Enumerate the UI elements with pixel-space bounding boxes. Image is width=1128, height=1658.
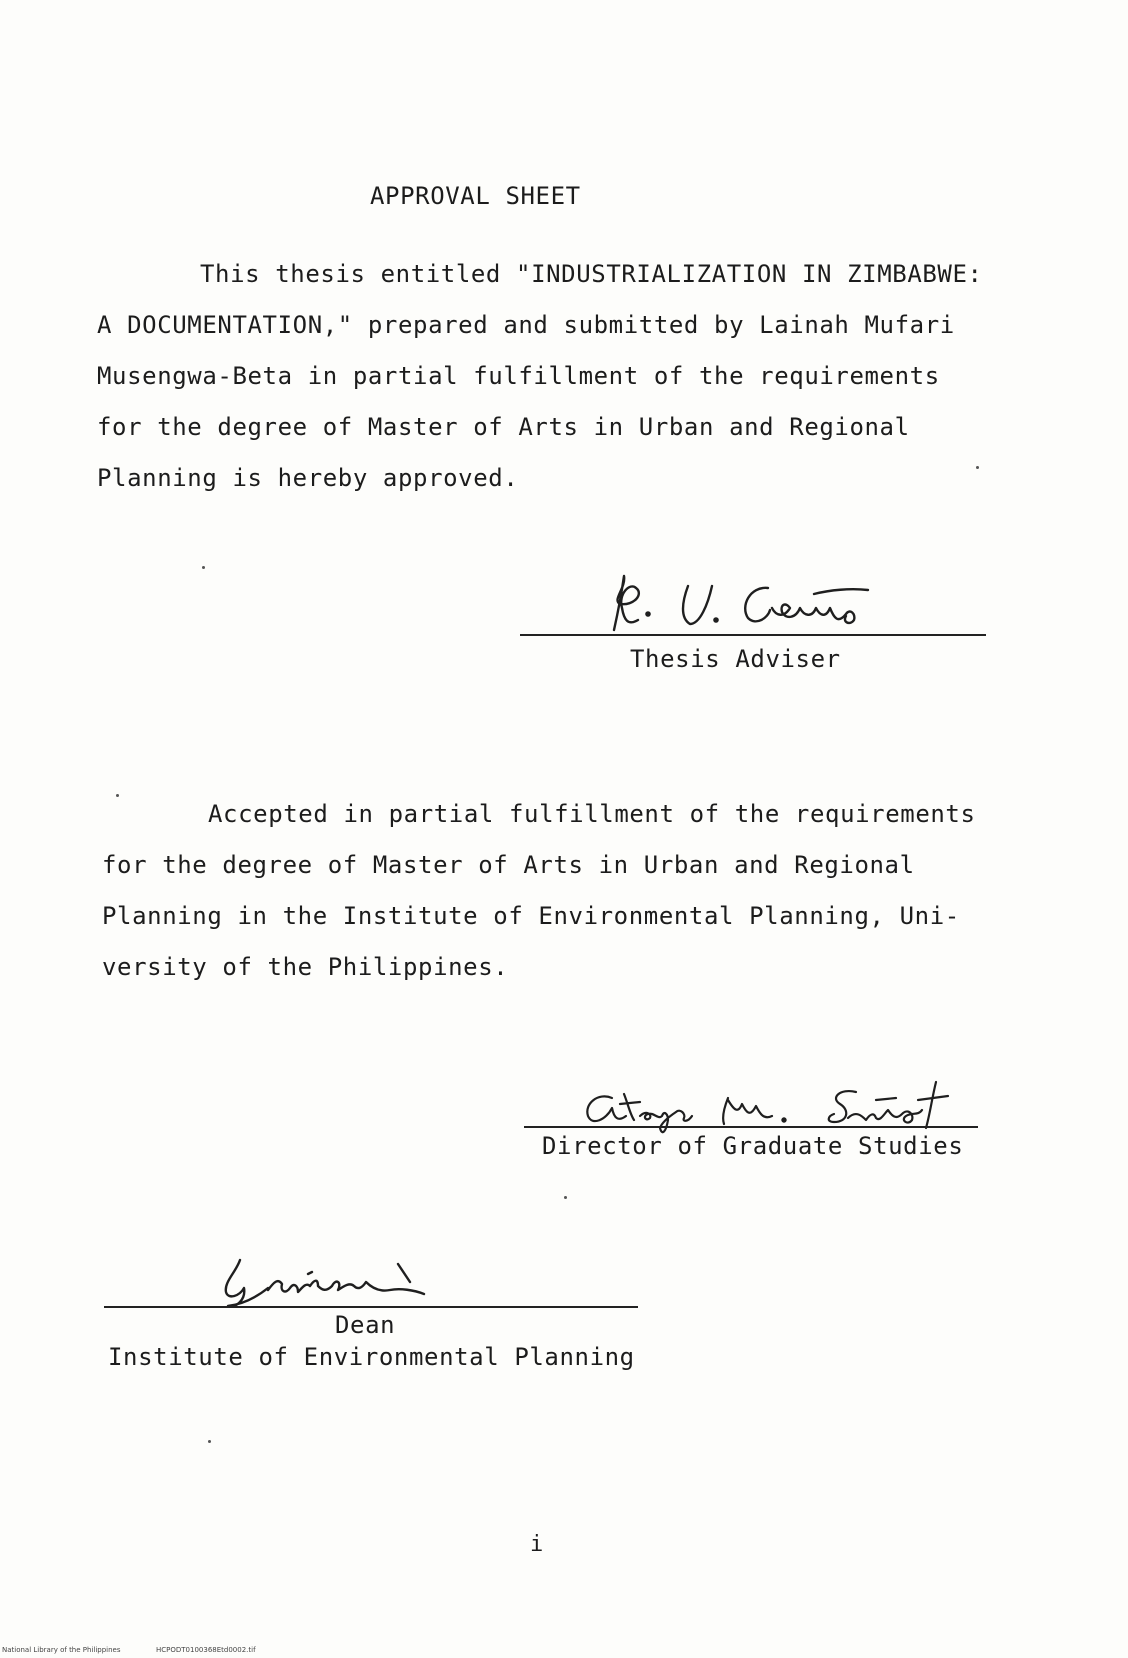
adviser-signature (600, 568, 910, 648)
dean-signature-line (104, 1306, 638, 1308)
page-title: APPROVAL SHEET (370, 182, 581, 210)
adviser-label: Thesis Adviser (630, 645, 841, 673)
dean-label: Dean (335, 1311, 396, 1339)
director-signature-line (524, 1126, 978, 1128)
acceptance-paragraph-line: versity of the Philippines. (102, 953, 509, 981)
scan-speck (564, 1196, 567, 1199)
footer-source: National Library of the Philippines (2, 1646, 121, 1654)
dean-signature (214, 1252, 494, 1314)
scan-speck (202, 566, 205, 569)
director-label: Director of Graduate Studies (542, 1132, 964, 1160)
approval-paragraph-line: This thesis entitled "INDUSTRIALIZATION IN ZIMBABWE: (200, 260, 983, 288)
page-number: i (530, 1532, 544, 1557)
acceptance-paragraph-line: for the degree of Master of Arts in Urban and Regional (102, 851, 915, 879)
acceptance-paragraph-line: Accepted in partial fulfillment of the requirements (208, 800, 976, 828)
approval-paragraph-line: A DOCUMENTATION," prepared and submitted by Lainah Mufari (97, 311, 955, 339)
footer-file-id: HCPODT0100368Etd0002.tif (156, 1646, 256, 1654)
institute-label: Institute of Environmental Planning (108, 1343, 635, 1371)
approval-paragraph-line: for the degree of Master of Arts in Urban and Regional (97, 413, 910, 441)
scan-speck (116, 794, 119, 797)
scan-speck (208, 1440, 211, 1443)
approval-paragraph-line: Musengwa-Beta in partial fulfillment of the requirements (97, 362, 940, 390)
approval-paragraph-line: Planning is hereby approved. (97, 464, 519, 492)
scan-speck (976, 466, 979, 469)
adviser-signature-line (520, 634, 986, 636)
acceptance-paragraph-line: Planning in the Institute of Environmental Planning, Uni- (102, 902, 960, 930)
